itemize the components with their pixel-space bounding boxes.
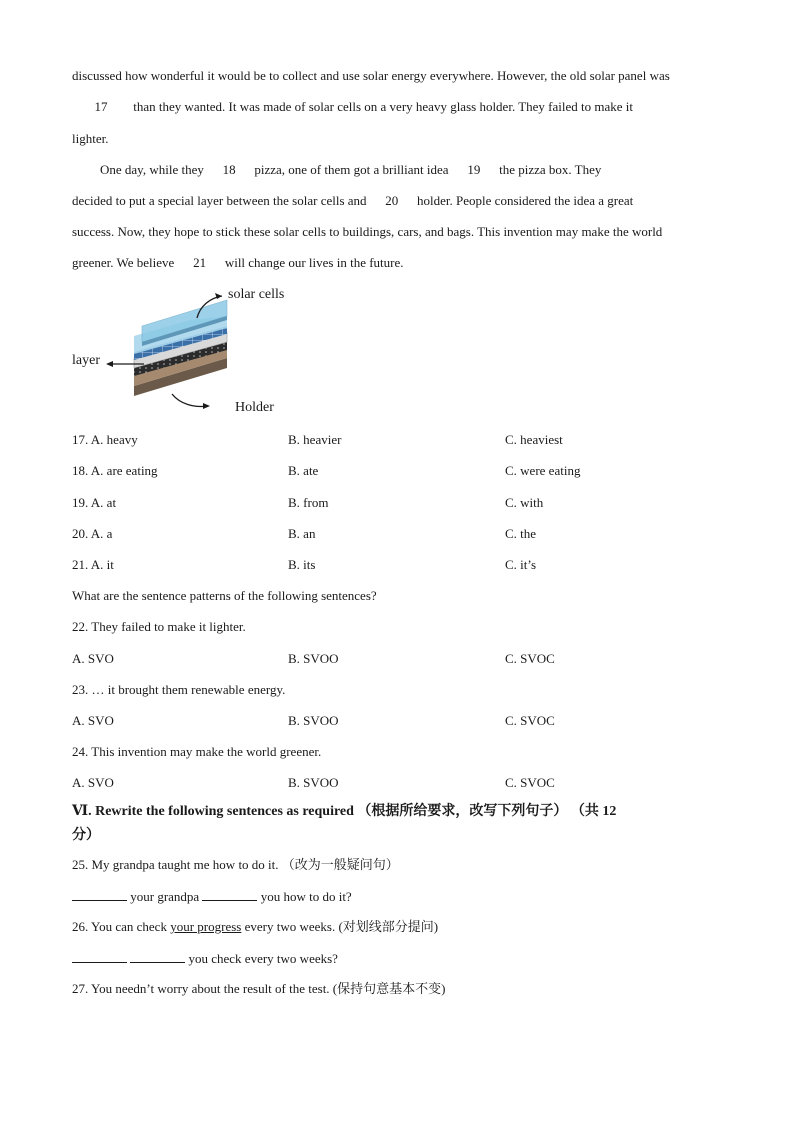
passage-text: lighter. (72, 131, 109, 146)
passage-line-1 (72, 68, 670, 84)
passage-line-7 (72, 255, 404, 271)
passage-text: success. Now, they hope to stick these solar cells to buildings, cars, and bags. This invention may make the world (72, 224, 663, 239)
label-holder: Holder (235, 400, 274, 415)
option-b: B. its (288, 557, 316, 572)
passage-text: holder. People considered the idea a great (413, 193, 634, 208)
option-c: C. with (505, 495, 544, 510)
section-6-title: Ⅵ. Rewrite the following sentences as required （根据所给要求，改写下列句子） （共 12 分） (72, 804, 617, 843)
label-layer: layer (72, 353, 100, 368)
option-b: B. SVOO (288, 775, 339, 790)
passage-line-6 (72, 224, 662, 240)
passage-text: than they wanted. It was made of solar cells on a very heavy glass holder. They failed to make it (130, 99, 633, 114)
passage-text: decided to put a special layer between the solar cells and (72, 193, 370, 208)
question-26-answer: you check every two weeks? (72, 950, 338, 967)
question-22: 22. They failed to make it lighter. (72, 619, 246, 634)
option-c: C. were eating (505, 463, 581, 478)
passage-text: greener. We believe (72, 255, 178, 270)
option-a: A. SVO (72, 775, 114, 790)
option-b: B. from (288, 495, 329, 510)
solar-panel-illustration (72, 286, 312, 418)
question-17 (72, 432, 722, 448)
option-a: 19. A. at (72, 495, 117, 510)
option-a: A. SVO (72, 651, 114, 666)
blank-19: 19 (467, 162, 481, 177)
option-c: C. heaviest (505, 432, 563, 447)
answer-blank[interactable] (130, 950, 185, 963)
passage-text: discussed how wonderful it would be to collect and use solar energy everywhere. However, the old solar panel was (72, 68, 670, 83)
option-c: C. SVOC (505, 651, 555, 666)
passage-line-2 (72, 99, 633, 115)
question-18 (72, 463, 722, 479)
blank-21: 21 (193, 255, 207, 270)
blank-18: 18 (222, 162, 236, 177)
label-solar-cells: solar cells (228, 287, 285, 302)
answer-blank[interactable] (72, 950, 127, 963)
answer-blank[interactable] (202, 888, 257, 901)
option-c: C. SVOC (505, 713, 555, 728)
option-c: C. the (505, 526, 537, 541)
question-20 (72, 526, 722, 542)
option-a: 20. A. a (72, 526, 113, 541)
question-23-options (72, 713, 722, 729)
question-19 (72, 495, 722, 511)
option-a: 17. A. heavy (72, 432, 138, 447)
underlined-phrase: your progress (170, 919, 242, 934)
option-b: B. SVOO (288, 713, 339, 728)
option-b: B. ate (288, 463, 319, 478)
option-a: A. SVO (72, 713, 114, 728)
option-b: B. SVOO (288, 651, 339, 666)
passage-text: will change our lives in the future. (221, 255, 404, 270)
question-24-options (72, 775, 722, 791)
solar-panel-figure (72, 286, 312, 418)
option-b: B. an (288, 526, 316, 541)
blank-20: 20 (385, 193, 399, 208)
question-23: 23. … it brought them renewable energy. (72, 682, 286, 697)
option-c: C. it’s (505, 557, 537, 572)
question-25: 25. My grandpa taught me how to do it. （改为一般疑问句） (72, 857, 399, 872)
answer-blank[interactable] (72, 888, 127, 901)
patterns-prompt: What are the sentence patterns of the following sentences? (72, 588, 377, 603)
passage-line-3 (72, 131, 108, 147)
question-25-answer: your grandpa you how to do it? (72, 888, 352, 905)
question-27: 27. You needn’t worry about the result of the test. (保持句意基本不变) (72, 981, 446, 996)
question-24: 24. This invention may make the world greener. (72, 744, 322, 759)
passage-text: One day, while they (100, 162, 208, 177)
question-22-options (72, 651, 722, 667)
question-21 (72, 557, 722, 573)
question-26: 26. You can check your progress every two weeks. (对划线部分提问) (72, 919, 439, 934)
option-a: 18. A. are eating (72, 463, 158, 478)
passage-text: the pizza box. They (495, 162, 602, 177)
option-c: C. SVOC (505, 775, 555, 790)
blank-17: 17 (94, 99, 108, 114)
option-a: 21. A. it (72, 557, 114, 572)
option-b: B. heavier (288, 432, 342, 447)
passage-line-4 (72, 162, 601, 178)
passage-text: pizza, one of them got a brilliant idea (251, 162, 452, 177)
passage-line-5 (72, 193, 633, 209)
